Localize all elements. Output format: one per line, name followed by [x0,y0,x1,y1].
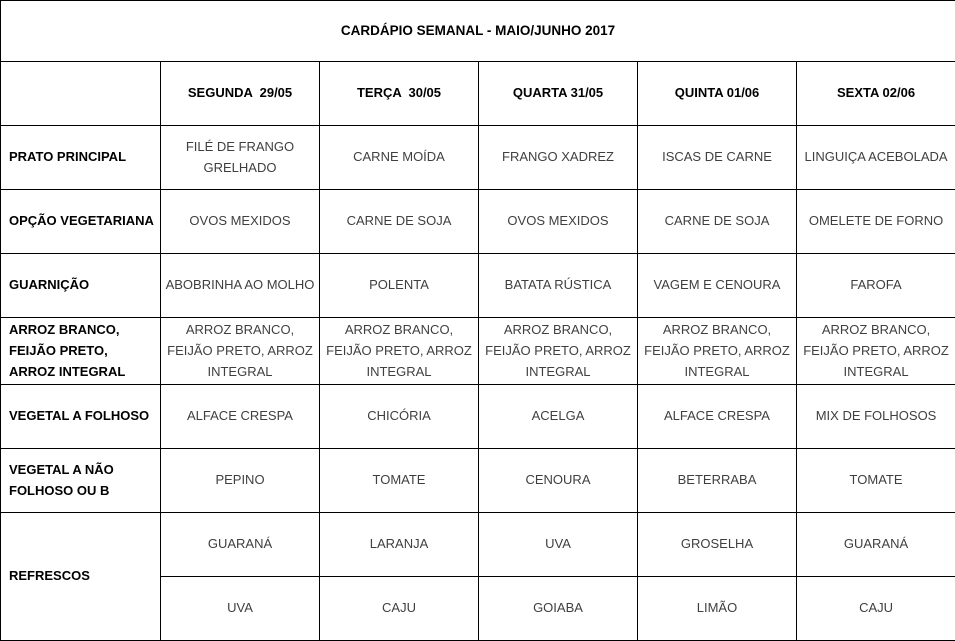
menu-cell: LINGUIÇA ACEBOLADA [797,126,955,190]
day-header-monday: SEGUNDA 29/05 [161,62,320,126]
menu-cell: TOMATE [797,449,955,513]
day-header-wednesday: QUARTA 31/05 [479,62,638,126]
menu-cell: ACELGA [479,385,638,449]
menu-cell: ARROZ BRANCO, FEIJÃO PRETO, ARROZ INTEGRAL [161,318,320,385]
menu-cell: CHICÓRIA [320,385,479,449]
row-label-vegetal-nao-folhoso: VEGETAL A NÃO FOLHOSO OU B [1,449,161,513]
table-title: CARDÁPIO SEMANAL - MAIO/JUNHO 2017 [1,1,955,62]
menu-cell: ARROZ BRANCO, FEIJÃO PRETO, ARROZ INTEGRAL [320,318,479,385]
table-row-refrescos-1 [1,513,955,577]
menu-cell: GROSELHA [638,513,797,577]
row-label-refrescos: REFRESCOS [1,513,161,641]
table-row-prato-principal [1,126,955,190]
menu-cell: ALFACE CRESPA [638,385,797,449]
table-row-vegetal-folhoso [1,385,955,449]
menu-cell: FRANGO XADREZ [479,126,638,190]
menu-cell: BATATA RÚSTICA [479,254,638,318]
menu-cell: CARNE MOÍDA [320,126,479,190]
menu-cell: UVA [479,513,638,577]
menu-cell: FILÉ DE FRANGO GRELHADO [161,126,320,190]
menu-cell: FAROFA [797,254,955,318]
menu-cell: VAGEM E CENOURA [638,254,797,318]
menu-cell: CAJU [320,577,479,641]
row-label-opcao-vegetariana: OPÇÃO VEGETARIANA [1,190,161,254]
menu-cell: ISCAS DE CARNE [638,126,797,190]
menu-cell: LARANJA [320,513,479,577]
menu-cell: MIX DE FOLHOSOS [797,385,955,449]
menu-cell: POLENTA [320,254,479,318]
menu-cell: GUARANÁ [161,513,320,577]
menu-cell: PEPINO [161,449,320,513]
day-header-tuesday: TERÇA 30/05 [320,62,479,126]
menu-cell: CARNE DE SOJA [638,190,797,254]
menu-cell: GUARANÁ [797,513,955,577]
menu-cell: BETERRABA [638,449,797,513]
menu-cell: ABOBRINHA AO MOLHO [161,254,320,318]
table-row-opcao-vegetariana [1,190,955,254]
corner-empty-cell [1,62,161,126]
menu-cell: CARNE DE SOJA [320,190,479,254]
menu-cell: ALFACE CRESPA [161,385,320,449]
table-row-arroz-feijao [1,318,955,385]
menu-cell: UVA [161,577,320,641]
menu-cell: OMELETE DE FORNO [797,190,955,254]
menu-cell: OVOS MEXIDOS [479,190,638,254]
table-row-vegetal-nao-folhoso [1,449,955,513]
menu-cell: CENOURA [479,449,638,513]
day-header-row [1,62,955,126]
row-label-prato-principal: PRATO PRINCIPAL [1,126,161,190]
menu-cell: ARROZ BRANCO, FEIJÃO PRETO, ARROZ INTEGRAL [797,318,955,385]
day-header-friday: SEXTA 02/06 [797,62,955,126]
menu-cell: TOMATE [320,449,479,513]
row-label-arroz-feijao: ARROZ BRANCO, FEIJÃO PRETO, ARROZ INTEGRAL [1,318,161,385]
row-label-guarnicao: GUARNIÇÃO [1,254,161,318]
menu-cell: ARROZ BRANCO, FEIJÃO PRETO, ARROZ INTEGRAL [479,318,638,385]
menu-cell: ARROZ BRANCO, FEIJÃO PRETO, ARROZ INTEGRAL [638,318,797,385]
menu-cell: CAJU [797,577,955,641]
day-header-thursday: QUINTA 01/06 [638,62,797,126]
menu-cell: OVOS MEXIDOS [161,190,320,254]
table-row-guarnicao [1,254,955,318]
title-row [1,1,955,62]
row-label-vegetal-folhoso: VEGETAL A FOLHOSO [1,385,161,449]
menu-cell: LIMÃO [638,577,797,641]
menu-cell: GOIABA [479,577,638,641]
